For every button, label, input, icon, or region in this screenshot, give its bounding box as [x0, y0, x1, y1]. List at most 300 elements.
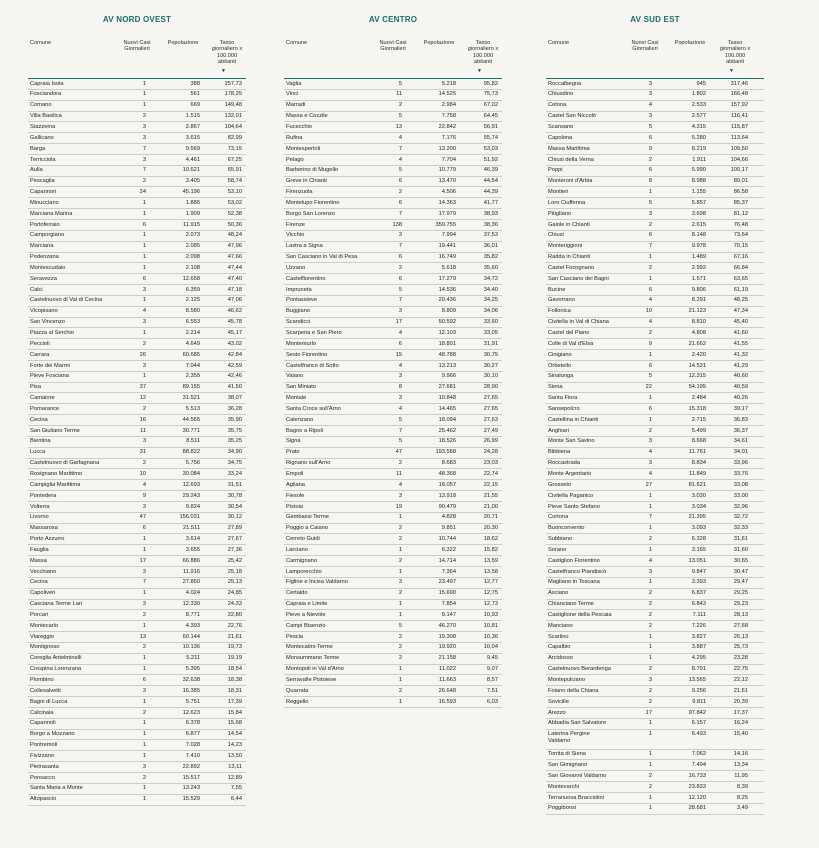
- table-row: [28, 361, 246, 372]
- table-row: [28, 404, 246, 415]
- cell-comune: Pomarance: [30, 405, 60, 412]
- cell-popolazione: 5.756: [185, 460, 200, 467]
- cell-nuovi-casi: 3: [648, 113, 652, 120]
- cell-nuovi-casi: 1: [648, 503, 652, 510]
- cell-popolazione: 8.683: [441, 460, 456, 467]
- cell-comune: Pieve a Nievole: [286, 611, 326, 618]
- table-row: [546, 79, 764, 90]
- cell-tasso: 149,48: [224, 102, 242, 109]
- cell-comune: Subbiano: [548, 536, 573, 543]
- table-row: [28, 177, 246, 188]
- table-row: [284, 101, 502, 112]
- cell-comune: Marciana Marina: [30, 210, 73, 217]
- cell-popolazione: 5.280: [691, 134, 706, 141]
- cell-comune: Campiglia Marittima: [30, 481, 81, 488]
- cell-tasso: 10,93: [483, 611, 498, 618]
- cell-popolazione: 4.506: [441, 189, 456, 196]
- cell-nuovi-casi: 3: [142, 156, 146, 163]
- cell-popolazione: 6.493: [691, 731, 706, 738]
- cell-comune: Capraia Isola: [30, 80, 64, 87]
- cell-comune: Gaiole in Chianti: [548, 221, 590, 228]
- cell-comune: Podenzana: [30, 254, 59, 261]
- cell-comune: Montecarlo: [30, 622, 59, 629]
- cell-nuovi-casi: 6: [142, 677, 146, 683]
- cell-popolazione: 7.226: [691, 622, 706, 629]
- header-tasso[interactable]: Tasso giornaliero x 100.000 abitanti: [719, 40, 751, 66]
- cell-popolazione: 2.214: [185, 330, 200, 336]
- cell-nuovi-casi: 5: [398, 167, 402, 174]
- cell-tasso: 22,75: [733, 666, 748, 673]
- table-row: [546, 177, 764, 188]
- cell-tasso: 19,19: [227, 655, 242, 662]
- cell-popolazione: 1.571: [691, 275, 706, 282]
- cell-comune: Gallicano: [30, 134, 54, 141]
- cell-popolazione: 4.828: [441, 514, 456, 521]
- cell-popolazione: 17.279: [438, 275, 456, 282]
- cell-popolazione: 14.525: [438, 91, 456, 98]
- cell-tasso: 25,18: [227, 568, 242, 575]
- cell-comune: Pietrasanta: [30, 763, 59, 770]
- cell-tasso: 15,68: [227, 720, 242, 727]
- cell-nuovi-casi: 6: [648, 134, 652, 141]
- cell-popolazione: 22.892: [182, 763, 200, 770]
- cell-nuovi-casi: 1: [648, 751, 652, 758]
- table-row: [28, 773, 246, 784]
- cell-comune: Viareggio: [30, 633, 54, 640]
- cell-popolazione: 2.867: [185, 123, 200, 130]
- cell-comune: Civitella Paganico: [548, 492, 594, 499]
- cell-popolazione: 3.034: [691, 503, 706, 510]
- cell-tasso: 55,74: [483, 134, 498, 141]
- cell-popolazione: 7.994: [441, 232, 456, 239]
- table-row: [284, 372, 502, 383]
- table-row: [28, 534, 246, 545]
- table-row: [284, 686, 502, 697]
- cell-tasso: 82,99: [227, 134, 242, 141]
- cell-popolazione: 3.615: [185, 134, 200, 141]
- cell-tasso: 23,28: [733, 655, 748, 662]
- cell-comune: Signa: [286, 438, 301, 445]
- sort-down-icon[interactable]: ▼: [221, 68, 226, 74]
- cell-comune: Bibbiena: [548, 449, 571, 456]
- table-row: [546, 524, 764, 535]
- cell-tasso: 32,72: [733, 514, 748, 521]
- cell-nuovi-casi: 31: [139, 449, 146, 456]
- cell-popolazione: 13.051: [688, 557, 706, 564]
- cell-nuovi-casi: 1: [648, 525, 652, 532]
- cell-comune: Capraia e Limite: [286, 601, 328, 608]
- cell-tasso: 30,12: [227, 514, 242, 521]
- cell-popolazione: 30.084: [182, 470, 200, 477]
- cell-tasso: 33,76: [733, 470, 748, 477]
- cell-tasso: 41,29: [733, 362, 748, 369]
- cell-nuovi-casi: 5: [398, 438, 402, 445]
- cell-tasso: 22,12: [733, 677, 748, 683]
- cell-comune: Castelnuovo Berardenga: [548, 666, 611, 673]
- cell-nuovi-casi: 1: [398, 568, 402, 575]
- cell-popolazione: 6.157: [691, 720, 706, 727]
- cell-popolazione: 2.108: [185, 264, 200, 271]
- cell-popolazione: 3.698: [691, 210, 706, 217]
- cell-tasso: 39,17: [733, 405, 748, 412]
- table-row: [546, 112, 764, 123]
- cell-tasso: 25,42: [227, 557, 242, 564]
- header-nuovi-casi: Nuovi Casi Giornalieri: [631, 40, 659, 53]
- table-row: [284, 274, 502, 285]
- cell-tasso: 41,77: [483, 199, 498, 206]
- table-row: [546, 545, 764, 556]
- cell-comune: Barberino di Mugello: [286, 167, 339, 174]
- cell-comune: Abbadia San Salvatore: [548, 720, 607, 727]
- cell-comune: Poggio a Caiano: [286, 525, 329, 532]
- cell-tasso: 36,28: [227, 405, 242, 412]
- cell-popolazione: 10.136: [182, 644, 200, 651]
- header-comune: Comune: [548, 40, 570, 46]
- cell-comune: Orbetello: [548, 362, 572, 369]
- cell-comune: Roccastrada: [548, 460, 580, 467]
- cell-tasso: 61,19: [733, 286, 748, 293]
- cell-comune: Montevarchi: [548, 783, 579, 790]
- cell-tasso: 18,54: [227, 666, 242, 673]
- cell-nuovi-casi: 3: [648, 568, 652, 575]
- cell-comune: Monte Argentario: [548, 470, 592, 477]
- cell-nuovi-casi: 1: [398, 601, 402, 608]
- table-row: [546, 513, 764, 524]
- cell-comune: Santa Croce sull'Arno: [286, 405, 341, 412]
- cell-comune: Arcidosso: [548, 655, 573, 662]
- table-row: [284, 610, 502, 621]
- cell-popolazione: 8.580: [185, 308, 200, 315]
- cell-nuovi-casi: 6: [648, 167, 652, 174]
- cell-comune: Castel del Piano: [548, 330, 590, 336]
- table-row: [284, 393, 502, 404]
- cell-tasso: 36,01: [483, 243, 498, 250]
- cell-nuovi-casi: 1: [142, 91, 146, 98]
- cell-comune: Carmignano: [286, 557, 317, 564]
- cell-tasso: 34,06: [483, 308, 498, 315]
- cell-tasso: 42,84: [227, 351, 242, 358]
- table-row: [546, 760, 764, 771]
- cell-nuovi-casi: 1: [142, 80, 146, 87]
- table-row: [284, 697, 502, 708]
- cell-comune: Buggiano: [286, 308, 311, 315]
- cell-nuovi-casi: 9: [142, 492, 146, 499]
- table-row: [28, 328, 246, 339]
- cell-comune: Rosignano Marittimo: [30, 470, 83, 477]
- cell-popolazione: 4.808: [691, 330, 706, 336]
- cell-nuovi-casi: 1: [142, 546, 146, 553]
- cell-popolazione: 4.024: [185, 590, 200, 597]
- cell-nuovi-casi: 1: [648, 762, 652, 769]
- cell-popolazione: 7.111: [692, 611, 706, 618]
- cell-nuovi-casi: 6: [648, 405, 652, 412]
- cell-popolazione: 2.125: [185, 297, 200, 304]
- cell-nuovi-casi: 1: [648, 731, 652, 738]
- cell-tasso: 73,15: [227, 145, 242, 152]
- table-row: [284, 448, 502, 459]
- cell-nuovi-casi: 13: [395, 123, 402, 130]
- cell-comune: Gavorrano: [548, 297, 575, 304]
- table-row: [546, 719, 764, 730]
- cell-popolazione: 60.144: [182, 633, 200, 640]
- cell-popolazione: 11.916: [183, 568, 200, 575]
- cell-nuovi-casi: 4: [398, 481, 402, 488]
- table-row: [546, 426, 764, 437]
- table-row: [546, 534, 764, 545]
- table-row: [28, 730, 246, 741]
- table-row: [546, 242, 764, 253]
- cell-tasso: 21,00: [483, 503, 498, 510]
- table-row: [28, 296, 246, 307]
- cell-comune: Portoferraio: [30, 221, 60, 228]
- cell-nuovi-casi: 2: [648, 590, 652, 597]
- cell-nuovi-casi: 2: [398, 264, 402, 271]
- header-popolazione: Popolazione: [167, 40, 199, 46]
- cell-nuovi-casi: 1: [648, 633, 652, 640]
- cell-popolazione: 9.256: [691, 687, 706, 694]
- cell-tasso: 48,24: [227, 232, 242, 239]
- cell-popolazione: 16.733: [688, 772, 706, 779]
- cell-tasso: 17,39: [227, 698, 242, 705]
- cell-popolazione: 13.918: [438, 492, 456, 499]
- table-row: [28, 459, 246, 470]
- cell-comune: Chianciano Terme: [548, 601, 594, 608]
- cell-popolazione: 5.513: [185, 405, 200, 412]
- cell-nuovi-casi: 2: [142, 644, 146, 651]
- cell-popolazione: 66.886: [182, 557, 200, 564]
- cell-comune: Grosseto: [548, 481, 572, 488]
- cell-popolazione: 90.479: [438, 503, 456, 510]
- cell-nuovi-casi: 1: [398, 546, 402, 553]
- table-row: [28, 610, 246, 621]
- cell-popolazione: 50.592: [438, 319, 456, 326]
- table-row: [546, 198, 764, 209]
- cell-tasso: 33,08: [733, 481, 748, 488]
- cell-nuovi-casi: 2: [142, 709, 146, 716]
- cell-popolazione: 5.395: [185, 666, 200, 673]
- cell-nuovi-casi: 1: [142, 666, 146, 673]
- table-row: [284, 307, 502, 318]
- cell-tasso: 23,03: [483, 460, 498, 467]
- table-row: [546, 782, 764, 793]
- table-row: [284, 318, 502, 329]
- cell-comune: Buonconvento: [548, 525, 585, 532]
- cell-comune: Sinalunga: [548, 373, 574, 380]
- cell-tasso: 13,59: [483, 557, 498, 564]
- cell-comune: Loro Ciuffenna: [548, 199, 586, 206]
- cell-nuovi-casi: 1: [142, 373, 146, 380]
- cell-tasso: 12,73: [483, 601, 498, 608]
- cell-tasso: 33,00: [733, 492, 748, 499]
- cell-comune: Piombino: [30, 677, 54, 683]
- header-tasso[interactable]: Tasso giornaliero x 100.000 abitanti: [467, 40, 499, 66]
- cell-tasso: 31,51: [227, 481, 242, 488]
- cell-nuovi-casi: 1: [398, 514, 402, 521]
- table-row: [284, 556, 502, 567]
- cell-popolazione: 8.291: [691, 297, 706, 304]
- cell-nuovi-casi: 15: [395, 351, 402, 358]
- cell-comune: Montemurlo: [286, 340, 317, 347]
- cell-comune: San Gimignano: [548, 762, 588, 769]
- cell-comune: San Giuliano Terme: [30, 427, 80, 434]
- cell-popolazione: 25.462: [438, 427, 456, 434]
- cell-nuovi-casi: 2: [398, 525, 402, 532]
- cell-comune: Camporgiano: [30, 232, 65, 239]
- cell-popolazione: 31.521: [182, 395, 200, 402]
- cell-comune: Volterra: [30, 503, 50, 510]
- cell-popolazione: 6.322: [441, 546, 456, 553]
- cell-popolazione: 27.850: [182, 579, 200, 586]
- cell-nuovi-casi: 2: [648, 772, 652, 779]
- cell-comune: Capoliveri: [30, 590, 56, 597]
- cell-popolazione: 3.655: [185, 546, 200, 553]
- cell-comune: Sovicille: [548, 698, 569, 705]
- cell-nuovi-casi: 1: [648, 794, 652, 801]
- cell-tasso: 24,28: [483, 449, 498, 456]
- cell-popolazione: 8.668: [691, 438, 706, 445]
- cell-popolazione: 4.315: [691, 123, 706, 130]
- cell-tasso: 27,63: [483, 416, 498, 423]
- table-row: [284, 469, 502, 480]
- cell-tasso: 25,73: [733, 644, 748, 651]
- cell-nuovi-casi: 10: [139, 470, 146, 477]
- cell-popolazione: 9.851: [441, 525, 456, 532]
- cell-comune: Castiglione della Pescaia: [548, 611, 612, 618]
- cell-tasso: 14,23: [227, 742, 242, 749]
- cell-popolazione: 7.364: [441, 568, 456, 575]
- cell-comune: Scandicci: [286, 319, 311, 326]
- cell-nuovi-casi: 11: [396, 470, 402, 477]
- cell-comune: Marciana: [30, 243, 54, 250]
- cell-nuovi-casi: 7: [142, 579, 146, 586]
- cell-tasso: 8,39: [736, 783, 748, 790]
- cell-comune: Campi Bisenzio: [286, 622, 326, 629]
- cell-popolazione: 9.978: [691, 243, 706, 250]
- cell-comune: Rignano sull'Arno: [286, 460, 331, 467]
- table-row: [546, 339, 764, 350]
- cell-popolazione: 3.393: [691, 579, 706, 586]
- cell-popolazione: 60.685: [182, 351, 200, 358]
- table-row: [546, 600, 764, 611]
- table-row: [546, 621, 764, 632]
- table-row: [284, 491, 502, 502]
- cell-nuovi-casi: 8: [648, 178, 652, 185]
- cell-popolazione: 27.681: [438, 384, 456, 391]
- cell-nuovi-casi: 2: [648, 783, 652, 790]
- cell-tasso: 18,31: [227, 687, 242, 694]
- table-row: [28, 654, 246, 665]
- cell-tasso: 47,44: [227, 264, 242, 271]
- cell-nuovi-casi: 1: [648, 546, 652, 553]
- cell-comune: Scarlino: [548, 633, 569, 640]
- cell-popolazione: 13.213: [438, 362, 456, 369]
- header-popolazione: Popolazione: [423, 40, 455, 46]
- cell-nuovi-casi: 1: [648, 254, 652, 261]
- cell-tasso: 33,96: [733, 460, 748, 467]
- cell-comune: Arezzo: [548, 709, 566, 716]
- cell-nuovi-casi: 3: [142, 438, 146, 445]
- cell-popolazione: 945: [696, 80, 706, 87]
- table-row: [546, 285, 764, 296]
- cell-nuovi-casi: 1: [142, 264, 146, 271]
- cell-popolazione: 81.621: [688, 481, 706, 488]
- cell-comune: Comano: [30, 102, 52, 109]
- table-row: [28, 589, 246, 600]
- cell-comune: Firenze: [286, 221, 305, 228]
- cell-nuovi-casi: 5: [648, 373, 652, 380]
- cell-comune: Fivizzano: [30, 752, 55, 759]
- table-row: [284, 177, 502, 188]
- cell-nuovi-casi: 6: [398, 275, 402, 282]
- table-row: [284, 112, 502, 123]
- cell-comune: Uzzano: [286, 264, 306, 271]
- cell-nuovi-casi: 1: [648, 579, 652, 586]
- cell-popolazione: 2.715: [691, 416, 706, 423]
- cell-tasso: 13,11: [228, 763, 242, 770]
- cell-comune: Pontremoli: [30, 742, 58, 749]
- cell-nuovi-casi: 47: [395, 449, 402, 456]
- sort-down-icon[interactable]: ▼: [477, 68, 482, 74]
- cell-nuovi-casi: 1: [142, 590, 146, 597]
- table-row: [546, 459, 764, 470]
- cell-popolazione: 28.681: [688, 805, 706, 812]
- table-row: [28, 578, 246, 589]
- table-row: [284, 654, 502, 665]
- cell-tasso: 51,92: [483, 156, 498, 163]
- cell-popolazione: 13.470: [438, 178, 456, 185]
- column-title: AV NORD OVEST: [102, 15, 172, 24]
- cell-popolazione: 8.219: [691, 145, 706, 152]
- cell-tasso: 26,13: [733, 633, 748, 640]
- cell-nuovi-casi: 2: [398, 590, 402, 597]
- cell-tasso: 27,89: [227, 525, 242, 532]
- cell-comune: Poppi: [548, 167, 563, 174]
- cell-popolazione: 19.308: [438, 633, 456, 640]
- cell-comune: Fucecchio: [286, 123, 312, 130]
- table-row: [28, 263, 246, 274]
- cell-nuovi-casi: 6: [648, 286, 652, 293]
- cell-popolazione: 561: [190, 91, 200, 98]
- table-row: [546, 793, 764, 804]
- cell-nuovi-casi: 6: [398, 254, 402, 261]
- cell-popolazione: 32.638: [182, 677, 200, 683]
- cell-comune: Montecatini-Terme: [286, 644, 333, 651]
- header-tasso[interactable]: Tasso giornaliero x 100.000 abitanti: [211, 40, 243, 66]
- cell-nuovi-casi: 1: [648, 275, 652, 282]
- cell-comune: Altopascio: [30, 796, 57, 803]
- table-row: [284, 415, 502, 426]
- table-row: [546, 220, 764, 231]
- table-row: [284, 643, 502, 654]
- table-row: [28, 307, 246, 318]
- cell-popolazione: 21.511: [183, 525, 200, 532]
- cell-popolazione: 2.073: [185, 232, 200, 239]
- table-row: [546, 296, 764, 307]
- cell-nuovi-casi: 2: [398, 460, 402, 467]
- cell-tasso: 81,12: [733, 210, 748, 217]
- table-row: [28, 567, 246, 578]
- cell-popolazione: 14.531: [688, 362, 706, 369]
- sort-down-icon[interactable]: ▼: [729, 68, 734, 74]
- cell-tasso: 15,82: [483, 546, 498, 553]
- cell-tasso: 27,65: [483, 405, 498, 412]
- table-row: [28, 393, 246, 404]
- cell-comune: Vaglia: [286, 80, 302, 87]
- cell-comune: Piazza al Serchio: [30, 330, 74, 336]
- cell-tasso: 53,02: [227, 199, 242, 206]
- cell-tasso: 40,60: [733, 373, 748, 380]
- cell-tasso: 38,36: [483, 221, 498, 228]
